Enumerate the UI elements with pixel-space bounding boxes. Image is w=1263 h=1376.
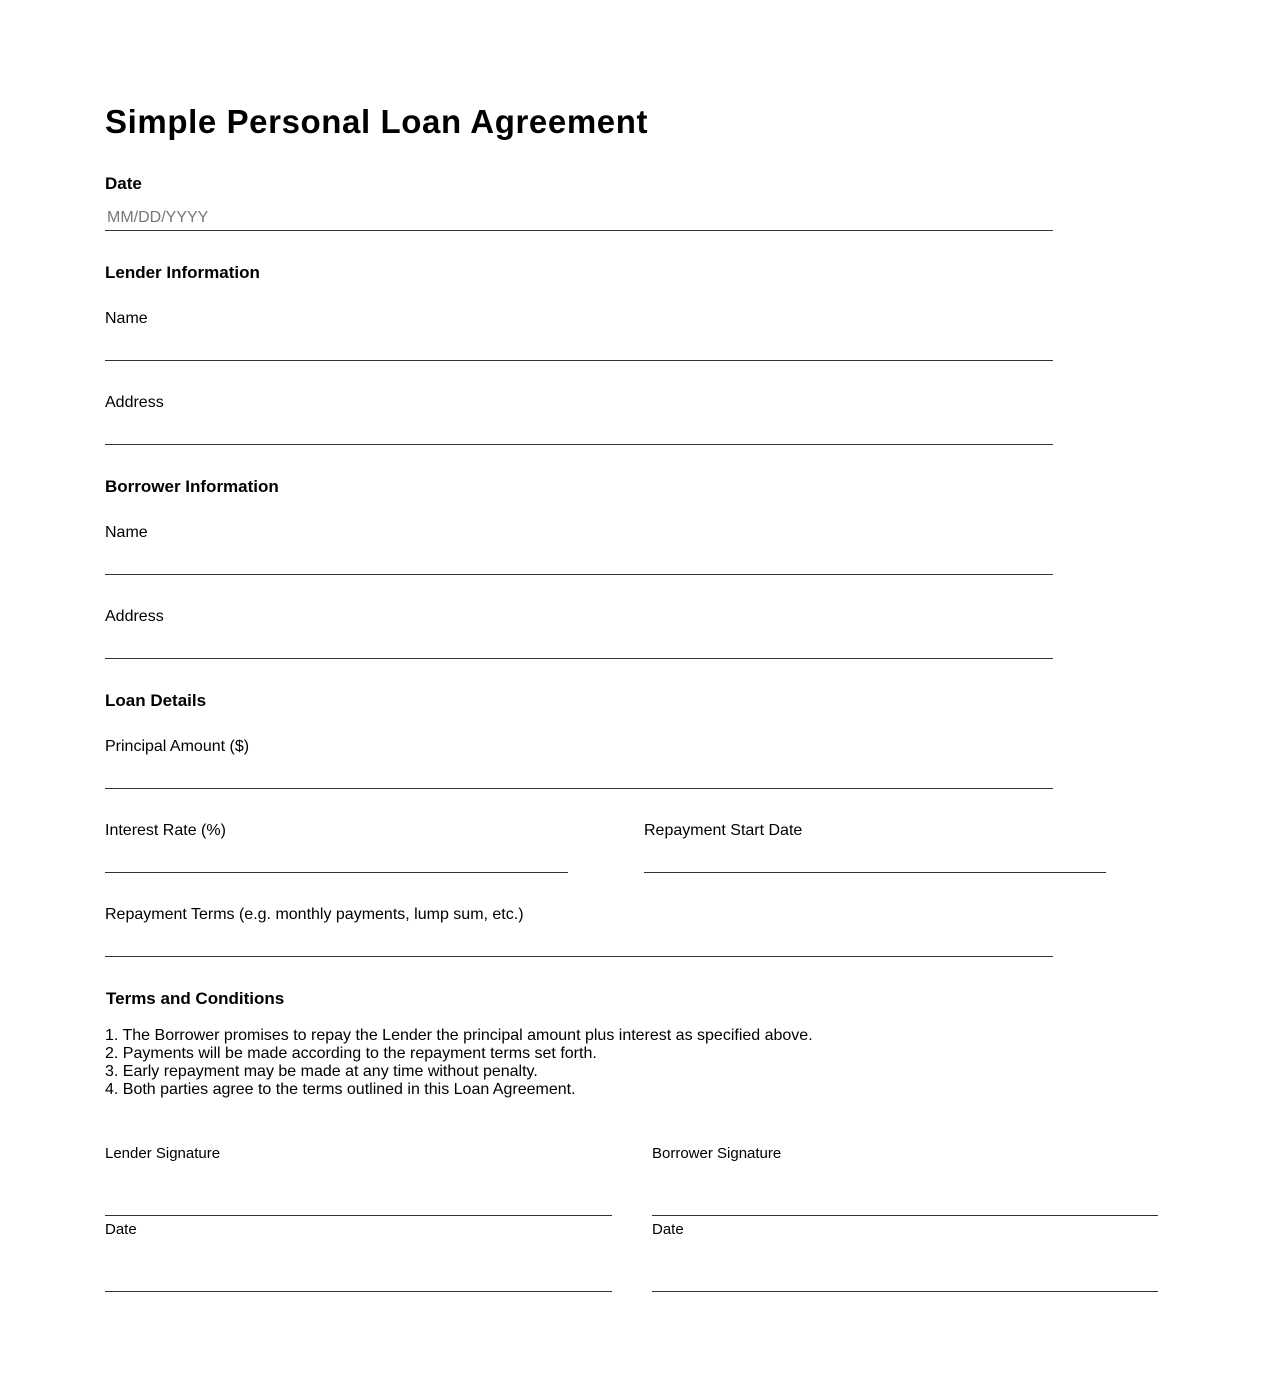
borrower-information-heading: Borrower Information — [105, 477, 279, 496]
terms-item: 3. Early repayment may be made at any time without penalty. — [105, 1063, 538, 1080]
date-input[interactable] — [105, 205, 1053, 231]
lender-date-input[interactable] — [105, 1256, 612, 1292]
interest-rate-input[interactable] — [105, 846, 568, 873]
page-title: Simple Personal Loan Agreement — [105, 103, 649, 140]
lender-date-label: Date — [105, 1221, 137, 1238]
lender-signature-label: Lender Signature — [105, 1145, 221, 1162]
borrower-address-label: Address — [105, 608, 164, 625]
borrower-name-label: Name — [105, 524, 148, 541]
repayment-terms-label: Repayment Terms (e.g. monthly payments, lump sum, etc.) — [105, 906, 524, 923]
date-label: Date — [105, 174, 142, 193]
loan-details-heading: Loan Details — [105, 691, 207, 710]
lender-information-heading: Lender Information — [105, 263, 260, 282]
terms-item: 4. Both parties agree to the terms outlined in this Loan Agreement. — [105, 1081, 576, 1098]
terms-and-conditions-heading: Terms and Conditions — [106, 989, 285, 1008]
repayment-start-date-label: Repayment Start Date — [644, 822, 803, 839]
lender-name-input[interactable] — [105, 334, 1053, 361]
terms-item: 1. The Borrower promises to repay the Lender the principal amount plus interest as specified above. — [105, 1027, 813, 1044]
borrower-signature-input[interactable] — [652, 1180, 1158, 1216]
lender-signature-input[interactable] — [105, 1180, 612, 1216]
borrower-signature-label: Borrower Signature — [652, 1145, 782, 1162]
principal-amount-input[interactable] — [105, 762, 1053, 789]
borrower-date-label: Date — [652, 1221, 684, 1238]
lender-address-input[interactable] — [105, 418, 1053, 445]
interest-rate-label: Interest Rate (%) — [105, 822, 226, 839]
borrower-address-input[interactable] — [105, 632, 1053, 659]
lender-address-label: Address — [105, 394, 164, 411]
terms-item: 2. Payments will be made according to the repayment terms set forth. — [105, 1045, 597, 1062]
principal-amount-label: Principal Amount ($) — [105, 738, 250, 755]
terms-list — [105, 1027, 813, 1099]
lender-name-label: Name — [105, 310, 148, 327]
repayment-terms-input[interactable] — [105, 930, 1053, 957]
repayment-start-date-input[interactable] — [644, 846, 1106, 873]
borrower-name-input[interactable] — [105, 548, 1053, 575]
borrower-date-input[interactable] — [652, 1256, 1158, 1292]
